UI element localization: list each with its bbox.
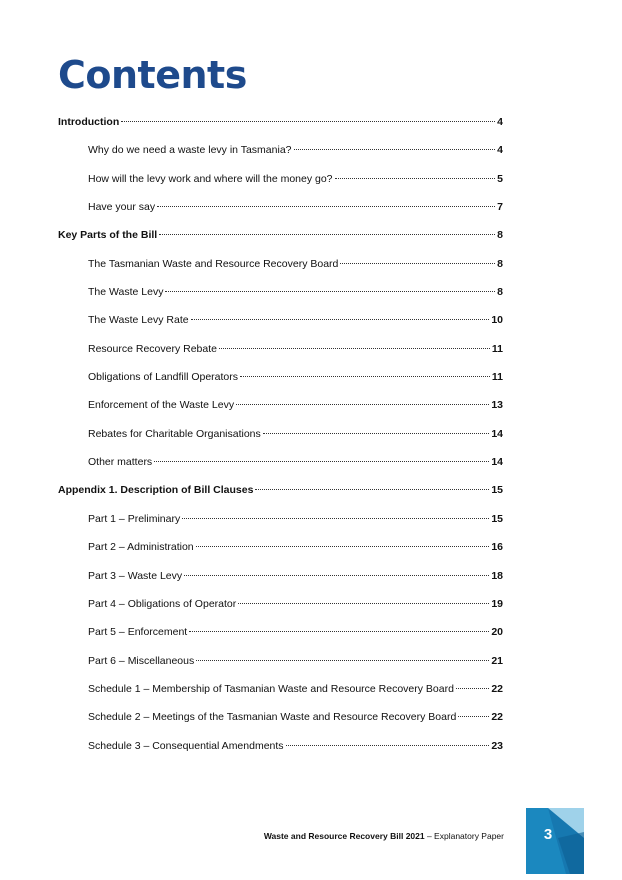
dot-leader [184,575,489,576]
toc-subsection-entry[interactable] [58,286,503,314]
toc-entry-label: Part 5 – Enforcement [88,626,188,639]
toc-entry-page-number: 18 [491,569,503,582]
toc-entry-page-number: 16 [491,541,503,554]
toc-entry-label: Part 1 – Preliminary [88,512,181,525]
toc-entry-page-number: 14 [491,456,503,469]
toc-entry-page-number: 11 [491,371,503,384]
toc-entry-page-number: 14 [491,427,503,440]
toc-entry-label: The Tasmanian Waste and Resource Recovery Board [88,257,339,270]
toc-entry-label: Key Parts of the Bill [58,229,158,242]
dot-leader [240,376,490,377]
dot-leader [191,319,490,320]
toc-entry-label: Part 6 – Miscellaneous [88,654,195,667]
toc-entry-page-number: 7 [497,201,503,214]
toc-entry-page-number: 8 [497,257,503,270]
toc-subsection-entry[interactable] [58,655,503,683]
toc-subsection-entry[interactable] [58,740,503,768]
toc-entry-page-number: 5 [497,172,503,185]
toc-entry-page-number: 19 [491,597,503,610]
page-number: 3 [543,826,553,843]
dot-leader [219,348,490,349]
toc-entry-page-number: 4 [497,144,503,157]
dot-leader [154,461,489,462]
toc-entry-label: Enforcement of the Waste Levy [88,399,235,412]
page-title: Contents [58,53,247,97]
dot-leader [238,603,489,604]
dot-leader [165,291,495,292]
toc-entry-page-number: 11 [491,342,503,355]
toc-entry-label: Introduction [58,116,120,128]
dot-leader [286,745,490,746]
dot-leader [196,546,490,547]
footer-subtitle: – Explanatory Paper [424,831,504,841]
toc-subsection-entry[interactable] [58,513,503,541]
toc-entry-label: Why do we need a waste levy in Tasmania? [88,144,292,157]
toc-entry-page-number: 20 [491,626,503,639]
toc-entry-page-number: 10 [491,314,503,327]
dot-leader [458,716,489,717]
toc-entry-page-number: 8 [497,286,503,299]
toc-subsection-entry[interactable] [58,541,503,569]
toc-entry-label: Schedule 2 – Meetings of the Tasmanian Waste and Resource Recovery Board [88,711,457,724]
toc-entry-label: Obligations of Landfill Operators [88,371,238,384]
toc-entry-page-number: 15 [491,484,503,497]
toc-entry-label: Other matters [88,456,153,469]
toc-subsection-entry[interactable] [58,598,503,626]
dot-leader [335,178,496,179]
toc-subsection-entry[interactable] [58,456,503,484]
dot-leader [121,121,495,122]
toc-subsection-entry[interactable] [58,428,503,456]
toc-entry-label: Schedule 3 – Consequential Amendments [88,739,284,752]
toc-entry-label: The Waste Levy Rate [88,314,189,327]
toc-section-entry[interactable] [58,484,503,512]
toc-entry-label: Part 3 – Waste Levy [88,569,183,582]
toc-subsection-entry[interactable] [58,626,503,654]
toc-entry-page-number: 15 [491,512,503,525]
table-of-contents [58,116,503,768]
dot-leader [294,149,496,150]
toc-section-entry[interactable] [58,229,503,257]
dot-leader [159,234,495,235]
toc-subsection-entry[interactable] [58,371,503,399]
footer-title: Waste and Resource Recovery Bill 2021 [263,831,425,841]
dot-leader [196,660,489,661]
footer-document-title [264,831,504,841]
toc-subsection-entry[interactable] [58,399,503,427]
dot-leader [340,263,495,264]
toc-entry-label: Have your say [88,201,156,214]
dot-leader [189,631,489,632]
toc-subsection-entry[interactable] [58,711,503,739]
toc-subsection-entry[interactable] [58,570,503,598]
toc-entry-label: Appendix 1. Description of Bill Clauses [58,484,254,497]
toc-entry-label: The Waste Levy [88,286,164,299]
dot-leader [236,404,489,405]
toc-entry-page-number: 13 [491,399,503,412]
toc-entry-label: Rebates for Charitable Organisations [88,427,261,440]
dot-leader [456,688,489,689]
toc-entry-label: Part 2 – Administration [88,541,194,554]
dot-leader [182,518,489,519]
toc-subsection-entry[interactable] [58,173,503,201]
toc-subsection-entry[interactable] [58,314,503,342]
toc-subsection-entry[interactable] [58,258,503,286]
toc-entry-page-number: 22 [491,711,503,724]
toc-subsection-entry[interactable] [58,343,503,371]
dot-leader [157,206,495,207]
toc-entry-label: How will the levy work and where will the money go? [88,172,333,185]
toc-entry-page-number: 23 [491,739,503,752]
toc-entry-label: Resource Recovery Rebate [88,342,217,355]
toc-entry-page-number: 8 [497,229,503,242]
dot-leader [263,433,490,434]
toc-subsection-entry[interactable] [58,144,503,172]
toc-entry-page-number: 21 [491,654,503,667]
toc-subsection-entry[interactable] [58,201,503,229]
toc-entry-label: Part 4 – Obligations of Operator [88,597,237,610]
dot-leader [255,489,489,490]
toc-subsection-entry[interactable] [58,683,503,711]
toc-section-entry[interactable] [58,116,503,144]
toc-entry-label: Schedule 1 – Membership of Tasmanian Waste and Resource Recovery Board [88,682,454,695]
toc-entry-page-number: 22 [491,682,503,695]
toc-entry-page-number: 4 [497,116,503,128]
